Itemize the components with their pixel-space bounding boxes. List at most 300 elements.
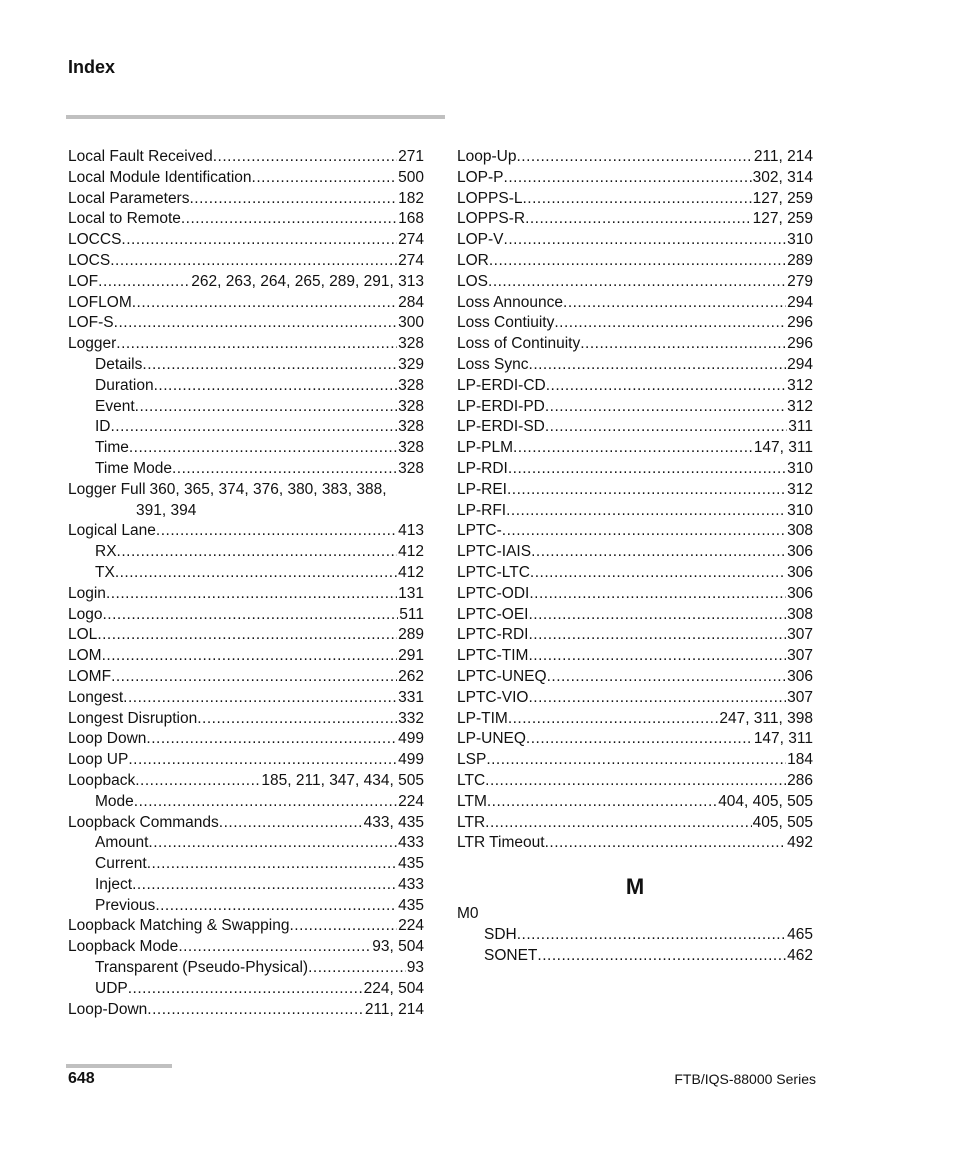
index-term: LSP — [457, 751, 487, 769]
index-term: LPTC-LTC — [457, 563, 530, 581]
index-term: Local Module Identification — [68, 168, 252, 186]
index-entry — [457, 230, 813, 251]
index-entry — [68, 209, 424, 230]
index-term: ID — [95, 418, 111, 436]
index-term: LPTC-RDI — [457, 626, 529, 644]
index-entry — [457, 813, 813, 834]
index-term: Loop UP — [68, 751, 129, 769]
dot-leader — [155, 896, 397, 917]
index-subentry — [68, 542, 424, 563]
index-term: LOPPS-L — [457, 189, 523, 207]
index-pages: 289 — [398, 626, 424, 644]
index-subentry — [68, 397, 424, 418]
dot-leader — [178, 937, 371, 958]
index-term: UDP — [95, 979, 128, 997]
index-term: Logger — [68, 335, 117, 353]
header-divider — [66, 115, 445, 119]
index-subentry — [68, 875, 424, 896]
footer-divider — [66, 1064, 172, 1068]
dot-leader — [128, 979, 363, 1000]
index-pages: 224, 504 — [363, 979, 424, 997]
index-pages: 307 — [787, 647, 813, 665]
index-term: TX — [95, 563, 115, 581]
index-term: LPTC-UNEQ — [457, 667, 547, 685]
index-term: LOCCS — [68, 231, 122, 249]
dot-leader — [528, 605, 786, 626]
dot-leader — [181, 209, 397, 230]
index-pages: 307 — [787, 626, 813, 644]
dot-leader — [546, 376, 786, 397]
dot-leader — [98, 272, 190, 293]
index-term: Inject — [95, 875, 133, 893]
dot-leader — [111, 417, 398, 438]
dot-leader — [485, 771, 786, 792]
index-entry — [457, 209, 813, 230]
dot-leader — [502, 521, 786, 542]
dot-leader — [545, 397, 786, 418]
index-term: RX — [95, 543, 117, 561]
index-term: LOPPS-R — [457, 210, 526, 228]
dot-leader — [504, 230, 787, 251]
index-entry — [68, 313, 424, 334]
dot-leader — [142, 355, 397, 376]
index-pages: 294 — [787, 293, 813, 311]
index-entry — [457, 771, 813, 792]
dot-leader — [148, 833, 397, 854]
index-term: LTR Timeout — [457, 834, 545, 852]
dot-leader — [545, 833, 787, 854]
index-pages: 308 — [787, 522, 813, 540]
index-term: LPTC- — [457, 522, 502, 540]
dot-leader — [172, 459, 397, 480]
index-pages: 291 — [398, 647, 424, 665]
index-term: Logo — [68, 605, 103, 623]
dot-leader — [156, 521, 397, 542]
index-pages: 306 — [787, 563, 813, 581]
index-term: LPTC-IAIS — [457, 543, 532, 561]
index-entry — [457, 792, 813, 813]
index-pages: 224 — [398, 792, 424, 810]
dot-leader — [97, 625, 397, 646]
index-pages: 404, 405, 505 — [718, 792, 813, 810]
index-term: LOMF — [68, 667, 112, 685]
index-pages: 274 — [398, 231, 424, 249]
dot-leader — [504, 168, 752, 189]
index-pages: 328 — [398, 418, 424, 436]
index-entry — [457, 417, 813, 438]
index-pages: 147, 311 — [753, 730, 813, 748]
index-pages: 511 — [399, 605, 424, 623]
index-pages: 211, 214 — [364, 1000, 424, 1018]
index-subentry — [68, 438, 424, 459]
index-term: Longest Disruption — [68, 709, 198, 727]
index-pages: 131 — [398, 584, 424, 602]
index-entry — [68, 625, 424, 646]
index-entry — [457, 750, 813, 771]
index-entry — [457, 729, 813, 750]
dot-leader — [116, 334, 397, 355]
index-term: LP-PLM — [457, 439, 513, 457]
index-entry — [457, 605, 813, 626]
index-entry — [68, 605, 424, 626]
index-pages: 310 — [787, 501, 813, 519]
dot-leader — [547, 667, 787, 688]
index-entry — [457, 709, 813, 730]
index-term: LOP-V — [457, 231, 504, 249]
dot-leader — [513, 438, 753, 459]
index-entry — [457, 313, 813, 334]
dot-leader — [545, 417, 787, 438]
dot-leader — [486, 750, 786, 771]
dot-leader — [563, 293, 786, 314]
index-entry — [68, 1000, 424, 1021]
index-entry — [457, 459, 813, 480]
index-term: Loopback — [68, 771, 136, 789]
index-term: LOM — [68, 647, 102, 665]
index-pages: 308 — [787, 605, 813, 623]
index-entries-right — [457, 147, 813, 854]
index-subentry — [68, 355, 424, 376]
dot-leader — [252, 168, 398, 189]
product-series: FTB/IQS-88000 Series — [674, 1071, 816, 1087]
section-letter-m: M — [625, 874, 645, 900]
dot-leader — [154, 376, 398, 397]
index-pages: 312 — [787, 480, 813, 498]
dot-leader — [197, 709, 397, 730]
dot-leader — [123, 688, 397, 709]
index-entry — [457, 189, 813, 210]
index-pages: 435 — [398, 896, 424, 914]
dot-leader — [147, 854, 397, 875]
index-term: Loss Announce — [457, 293, 564, 311]
index-entry — [457, 147, 813, 168]
index-subentry — [68, 459, 424, 480]
index-term: SDH — [484, 925, 517, 943]
index-term: Logical Lane — [68, 522, 156, 540]
index-entry — [457, 584, 813, 605]
index-subentry — [68, 563, 424, 584]
index-pages: 289 — [787, 251, 813, 269]
index-entry — [68, 771, 424, 792]
index-term: LTR — [457, 813, 486, 831]
index-pages: 127, 259 — [752, 210, 813, 228]
index-term: Event — [95, 397, 135, 415]
index-entry-m0 — [457, 904, 813, 925]
dot-leader — [219, 813, 363, 834]
dot-leader — [189, 189, 397, 210]
dot-leader — [135, 397, 397, 418]
index-pages: 296 — [787, 335, 813, 353]
index-term: Loss Sync — [457, 355, 529, 373]
dot-leader — [102, 605, 398, 626]
index-term: LPTC-ODI — [457, 584, 530, 602]
index-pages: 328 — [398, 335, 424, 353]
index-pages: 433 — [398, 834, 424, 852]
index-entry — [68, 189, 424, 210]
index-term: Duration — [95, 376, 154, 394]
dot-leader — [529, 584, 786, 605]
index-entry — [457, 334, 813, 355]
index-pages: 499 — [398, 751, 424, 769]
index-entry — [68, 729, 424, 750]
index-entry — [68, 688, 424, 709]
index-term: Amount — [95, 834, 149, 852]
page-header-title: Index — [68, 57, 116, 77]
index-subentry — [457, 946, 813, 967]
index-pages: 328 — [398, 376, 424, 394]
dot-leader — [289, 916, 397, 937]
index-term: LP-ERDI-CD — [457, 376, 546, 394]
index-term: Local to Remote — [68, 210, 181, 228]
dot-leader — [528, 625, 786, 646]
index-entry — [457, 501, 813, 522]
index-term: LPTC-VIO — [457, 688, 529, 706]
index-term: Local Fault Received — [68, 148, 213, 165]
index-pages: 492 — [787, 834, 813, 852]
index-entry — [68, 521, 424, 542]
index-term: LP-UNEQ — [457, 730, 526, 748]
index-term: LOF — [68, 272, 99, 290]
index-pages: 433, 435 — [363, 813, 424, 831]
index-term: Loop-Down — [68, 1000, 148, 1018]
index-entry — [457, 272, 813, 293]
index-entry — [457, 355, 813, 376]
index-entry — [68, 584, 424, 605]
dot-leader — [132, 293, 397, 314]
index-entry — [68, 937, 424, 958]
index-term: M0 — [457, 905, 479, 923]
index-pages: 405, 505 — [752, 813, 813, 831]
index-pages: 147, 311 — [753, 439, 813, 457]
index-entry — [68, 709, 424, 730]
dot-leader — [134, 792, 397, 813]
index-subentry — [68, 792, 424, 813]
dot-leader — [213, 147, 397, 168]
index-pages: 360, 365, 374, 376, 380, 383, 388, — [149, 480, 387, 498]
dot-leader — [580, 334, 786, 355]
index-term: Longest — [68, 688, 124, 706]
index-pages: 332 — [398, 709, 424, 727]
index-pages: 462 — [787, 946, 813, 964]
index-column-left — [68, 147, 424, 1020]
index-pages: 211, 214 — [753, 148, 813, 165]
index-subentry — [68, 979, 424, 1000]
index-pages: 306 — [787, 667, 813, 685]
index-term: LPTC-TIM — [457, 647, 529, 665]
index-term: Loopback Matching & Swapping — [68, 917, 290, 935]
index-term: Loop-Up — [457, 148, 517, 165]
index-subentry — [68, 376, 424, 397]
index-pages: 93, 504 — [372, 938, 424, 956]
index-pages: 306 — [787, 543, 813, 561]
index-pages: 271 — [398, 148, 424, 165]
dot-leader — [537, 946, 786, 967]
index-term: Time Mode — [95, 459, 172, 477]
index-term: LOL — [68, 626, 98, 644]
index-pages: 182 — [398, 189, 424, 207]
dot-leader — [522, 189, 751, 210]
index-pages: 274 — [398, 251, 424, 269]
index-pages: 328 — [398, 397, 424, 415]
index-term: SONET — [484, 946, 538, 964]
dot-leader — [528, 646, 786, 667]
dot-leader — [529, 355, 787, 376]
index-entry — [68, 667, 424, 688]
index-term: Current — [95, 855, 147, 873]
dot-leader — [528, 688, 786, 709]
dot-leader — [111, 667, 397, 688]
index-term: Loopback Mode — [68, 938, 179, 956]
index-entry — [457, 625, 813, 646]
index-entry — [68, 646, 424, 667]
index-term: Previous — [95, 896, 156, 914]
index-entries-m — [457, 925, 813, 967]
dot-leader — [554, 313, 786, 334]
dot-leader — [114, 313, 397, 334]
index-term: LP-TIM — [457, 709, 508, 727]
index-entry — [68, 272, 424, 293]
index-pages: 435 — [398, 855, 424, 873]
index-pages: 328 — [398, 439, 424, 457]
index-term: LP-RDI — [457, 459, 508, 477]
index-entry — [457, 667, 813, 688]
dot-leader — [308, 958, 406, 979]
index-term: LP-ERDI-PD — [457, 397, 545, 415]
index-term: LOS — [457, 272, 489, 290]
index-entry — [68, 750, 424, 771]
index-subentry — [457, 925, 813, 946]
index-pages: 413 — [398, 522, 424, 540]
index-entry — [68, 813, 424, 834]
index-pages: 329 — [398, 355, 424, 373]
index-entry — [457, 688, 813, 709]
index-pages: 93 — [406, 959, 424, 977]
index-term: LOP-P — [457, 168, 504, 186]
index-pages: 311 — [788, 418, 813, 436]
index-term: LTM — [457, 792, 487, 810]
index-term: Mode — [95, 792, 134, 810]
dot-leader — [135, 771, 260, 792]
index-entry — [457, 438, 813, 459]
index-entry — [68, 334, 424, 355]
dot-leader — [117, 542, 398, 563]
dot-leader — [531, 542, 786, 563]
index-term: Loss of Continuity — [457, 335, 581, 353]
index-pages: 127, 259 — [752, 189, 813, 207]
index-pages: 184 — [787, 751, 813, 769]
dot-leader — [517, 925, 786, 946]
index-pages: 262, 263, 264, 265, 289, 291, 313 — [191, 272, 424, 290]
index-term: Loop Down — [68, 730, 147, 748]
dot-leader — [115, 563, 397, 584]
index-entry — [457, 646, 813, 667]
index-term: LTC — [457, 771, 486, 789]
index-pages: 284 — [398, 293, 424, 311]
index-entry — [457, 168, 813, 189]
index-pages: 306 — [787, 584, 813, 602]
index-entry — [68, 147, 424, 168]
index-pages: 300 — [398, 314, 424, 332]
index-term: LP-RFI — [457, 501, 507, 519]
index-entry — [68, 251, 424, 272]
dot-leader — [485, 813, 752, 834]
page-number: 648 — [68, 1070, 95, 1087]
index-term: LOFLOM — [68, 293, 132, 311]
index-pages: 328 — [398, 459, 424, 477]
index-entry — [457, 251, 813, 272]
index-pages: 331 — [398, 688, 424, 706]
index-pages: 307 — [787, 688, 813, 706]
index-entry — [457, 480, 813, 501]
dot-leader — [132, 875, 397, 896]
dot-leader — [110, 251, 397, 272]
dot-leader — [121, 230, 397, 251]
index-pages-continued: 391, 394 — [136, 501, 197, 519]
index-pages: 500 — [398, 168, 424, 186]
index-pages: 262 — [398, 667, 424, 685]
index-term: LP-ERDI-SD — [457, 418, 545, 436]
dot-leader — [147, 1000, 364, 1021]
index-term: Loss Contiuity — [457, 314, 555, 332]
index-term: LP-REI — [457, 480, 507, 498]
dot-leader — [526, 729, 753, 750]
dot-leader — [530, 563, 786, 584]
index-pages: 312 — [787, 376, 813, 394]
index-entry — [457, 542, 813, 563]
index-entry — [457, 293, 813, 314]
dot-leader — [146, 729, 397, 750]
index-term: Local Parameters — [68, 189, 190, 207]
index-pages: 499 — [398, 730, 424, 748]
index-pages: 279 — [787, 272, 813, 290]
index-term: LOF-S — [68, 314, 114, 332]
index-entry — [457, 833, 813, 854]
dot-leader — [506, 501, 786, 522]
index-subentry — [68, 417, 424, 438]
index-pages: 185, 211, 347, 434, 505 — [261, 771, 424, 789]
index-pages: 310 — [787, 459, 813, 477]
index-term: LPTC-OEI — [457, 605, 529, 623]
dot-leader — [507, 480, 786, 501]
index-pages: 294 — [787, 355, 813, 373]
index-pages: 412 — [398, 543, 424, 561]
index-subentry — [68, 958, 424, 979]
index-pages: 433 — [398, 875, 424, 893]
index-pages: 247, 311, 398 — [719, 709, 813, 727]
dot-leader — [525, 209, 752, 230]
index-pages: 296 — [787, 314, 813, 332]
index-term: Details — [95, 355, 143, 373]
index-term: Loopback Commands — [68, 813, 219, 831]
index-entry — [457, 397, 813, 418]
index-entry — [457, 376, 813, 397]
index-pages: 310 — [787, 231, 813, 249]
index-entry — [68, 230, 424, 251]
index-term: Logger Full — [68, 480, 146, 498]
dot-leader — [488, 272, 786, 293]
index-entry-multiline — [68, 480, 424, 522]
index-pages: 412 — [398, 563, 424, 581]
dot-leader — [516, 147, 752, 168]
index-term: LOCS — [68, 251, 111, 269]
index-pages: 224 — [398, 917, 424, 935]
index-subentry — [68, 854, 424, 875]
index-term: Login — [68, 584, 106, 602]
index-pages: 286 — [787, 771, 813, 789]
dot-leader — [128, 750, 397, 771]
index-pages: 312 — [787, 397, 813, 415]
dot-leader — [489, 251, 786, 272]
